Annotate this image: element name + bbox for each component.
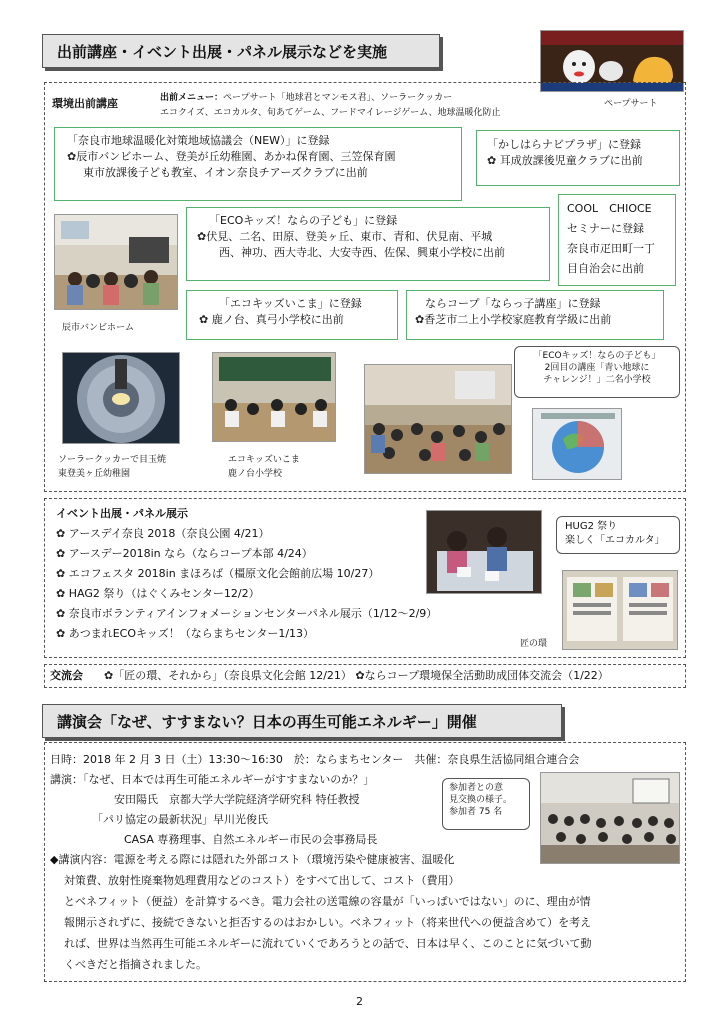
content-line: とベネフィット（便益）を計算するべき。電力会社の送電線の容量が「いっぱいではない」のに、理由が情 bbox=[64, 895, 591, 908]
solar-caption-1: ソーラークッカーで目玉焼 bbox=[58, 455, 167, 465]
exchange-row bbox=[50, 668, 609, 684]
flower-icon: ✿ bbox=[56, 607, 69, 620]
cool-choice-line3: 奈良市疋田町一丁 bbox=[567, 242, 655, 255]
lecture-date: 日時：2018 年 2 月 3 日（土）13:30〜16:30 於：ならまちセンター 共催：奈良県生活協同組合連合会 bbox=[50, 753, 580, 766]
speaker2: 「パリ協定の最新状況」早川光俊氏 bbox=[92, 813, 268, 826]
takumi-panel-photo bbox=[562, 570, 678, 650]
ikoma-classroom-photo bbox=[212, 352, 336, 442]
event-item bbox=[56, 566, 486, 586]
flower-icon: ✿ bbox=[56, 627, 69, 640]
eco-kids-ikoma-title: 「エコキッズいこま」に登録 bbox=[219, 297, 362, 310]
event-item-text: エコフェスタ 2018in まほろば（橿原文化会館前広場 10/27） bbox=[68, 567, 380, 580]
eco-kids-ikoma-line1 bbox=[199, 312, 385, 328]
event-item bbox=[56, 546, 486, 566]
kashihara-line1 bbox=[487, 153, 669, 169]
section2-title bbox=[42, 704, 562, 738]
nara-council-line2: 東市放課後子ども教室、イオン奈良チアーズクラブに出前 bbox=[83, 166, 368, 179]
event-item bbox=[56, 586, 486, 606]
content-line: 報開示されずに、接続できないと拒否するのはおかしい。ベネフィット（将来世代への便益含めて）を考え bbox=[64, 916, 592, 929]
menu-line-2: エコクイズ、エコカルタ、旬あてゲーム、フードマイレージゲーム、地球温暖化防止 bbox=[160, 108, 501, 118]
narakoop-title: ならコープ「ならっ子講座」に登録 bbox=[425, 297, 601, 310]
eco-callout-line2: 2回目の講座「青い地球に bbox=[544, 363, 650, 373]
flower-icon: ✿ bbox=[56, 567, 69, 580]
puppet-photo-caption: ペープサート bbox=[604, 99, 658, 109]
participants-callout bbox=[442, 778, 530, 830]
solar-cooker-photo bbox=[62, 352, 180, 444]
flower-icon: ✿ bbox=[197, 230, 207, 243]
events-heading: イベント出展・パネル展示 bbox=[56, 507, 188, 520]
section2-title-text: 講演会「なぜ、すすまない？日本の再生可能エネルギー」開催 bbox=[57, 712, 477, 731]
event-item-text: あつまれECOキッズ！（ならまちセンター1/13） bbox=[68, 627, 315, 640]
menu-text-1: ペープサート「地球君とマンモス君」、ソーラークッカー bbox=[223, 93, 453, 103]
event-item-text: HAG2 祭り（はぐくみセンター12/2） bbox=[68, 587, 260, 600]
flower-icon: ✿ bbox=[56, 527, 69, 540]
lecture-title-line: 講演：「なぜ、日本では再生可能エネルギーがすすまないのか？」 bbox=[50, 773, 375, 786]
nara-council-title: 「奈良市地球温暖化対策地域協議会（NEW）」に登録 bbox=[67, 134, 330, 147]
exchange-item2: ならコープ環境保全活動助成団体交流会（1/22） bbox=[364, 669, 609, 682]
participants-line1: 参加者との意 bbox=[449, 783, 504, 793]
cool-choice-line4: 目自治会に出前 bbox=[567, 262, 644, 275]
solar-caption-2: 東登美ヶ丘幼稚園 bbox=[58, 469, 131, 479]
flower-icon: ✿ bbox=[487, 154, 500, 167]
nara-council-line1 bbox=[67, 149, 449, 165]
ikoma-caption-1: エコキッズいこま bbox=[228, 455, 300, 465]
content-line: ◆講演内容：電源を考える際には隠れた外部コスト（環境汚染や健康被害、温暖化 bbox=[50, 853, 455, 866]
eco-kids-nara-line1 bbox=[197, 229, 539, 245]
flower-icon: ✿ bbox=[67, 150, 77, 163]
cool-choice-line1: COOL CHIOCE bbox=[567, 202, 652, 215]
eco-callout-line1: 「ECOキッズ！ならの子ども」 bbox=[533, 351, 661, 361]
eco-kids-nara-line2: 西、神功、西大寺北、大安寺西、佐保、興東小学校に出前 bbox=[219, 246, 505, 259]
event-item bbox=[56, 606, 486, 626]
menu-line-1 bbox=[160, 92, 452, 104]
box-eco-kids-nara bbox=[186, 207, 550, 281]
gym-lecture-photo bbox=[364, 364, 512, 474]
nara-council-line1-text: 辰市バンビホーム、登美が丘幼稚園、あかね保育園、三笠保育園 bbox=[76, 150, 396, 163]
content-line: れば、世界は当然再生可能エネルギーに流れていくであろうとの話で、日本は早く、このことに気づいて動 bbox=[64, 937, 592, 950]
earth-poster-photo bbox=[532, 408, 622, 480]
eco-kids-callout bbox=[514, 346, 680, 398]
takumi-caption: 匠の環 bbox=[520, 639, 548, 649]
event-item-text: 奈良市ボランティアインフォメーションセンターパネル展示（1/12〜2/9） bbox=[68, 607, 438, 620]
flower-icon: ✿ bbox=[355, 669, 365, 682]
eco-kids-ikoma-line1-text: 鹿ノ台、真弓小学校に出前 bbox=[211, 313, 344, 326]
ikoma-caption-2: 鹿ノ台小学校 bbox=[228, 469, 283, 479]
eco-kids-nara-line1-text: 伏見、二名、田原、登美ヶ丘、東市、青和、伏見南、平城 bbox=[206, 230, 493, 243]
exchange-item1: 「匠の環、それから」（奈良県文化会館 12/21） bbox=[113, 669, 352, 682]
hug2-callout-line1: HUG2 祭り bbox=[565, 521, 618, 532]
hug2-callout bbox=[556, 516, 680, 554]
narakoop-line1-text: 香芝市二上小学校家庭教育学級に出前 bbox=[424, 313, 612, 326]
lecture-content bbox=[50, 852, 682, 978]
flower-icon: ✿ bbox=[199, 313, 212, 326]
flower-icon: ✿ bbox=[415, 313, 425, 326]
event-item-text: アースデイ奈良 2018（奈良公園 4/21） bbox=[68, 527, 270, 540]
eco-kids-nara-title: 「ECOキッズ！ならの子ども」に登録 bbox=[209, 214, 398, 227]
menu-label: 出前メニュー： bbox=[160, 93, 224, 103]
content-line: くべきだと指摘されました。 bbox=[64, 958, 207, 971]
section1-title bbox=[42, 34, 440, 68]
box-nara-council bbox=[54, 127, 462, 201]
env-lecture-heading: 環境出前講座 bbox=[52, 97, 118, 110]
hug2-festival-photo bbox=[426, 510, 542, 594]
events-list bbox=[56, 526, 486, 646]
kashihara-title: 「かしはらナビプラザ」に登録 bbox=[487, 138, 641, 151]
section1-title-text: 出前講座・イベント出展・パネル展示などを実施 bbox=[57, 42, 388, 61]
exchange-heading: 交流会 bbox=[50, 669, 83, 682]
kashihara-line1-text: 耳成放課後児童クラブに出前 bbox=[499, 154, 643, 167]
flower-icon: ✿ bbox=[56, 547, 69, 560]
cool-choice-line2: セミナーに登録 bbox=[567, 222, 644, 235]
bambi-home-photo bbox=[54, 214, 178, 310]
box-eco-kids-ikoma bbox=[186, 290, 398, 340]
participants-line2: 見交換の様子。 bbox=[449, 795, 513, 805]
speaker2-role: CASA 専務理事、自然エネルギー市民の会事務局長 bbox=[124, 833, 378, 846]
participants-line3: 参加者 75 名 bbox=[449, 807, 503, 817]
event-item bbox=[56, 526, 486, 546]
lecture-hall-photo bbox=[540, 772, 680, 864]
narakoop-line1 bbox=[415, 312, 655, 328]
flower-icon: ✿ bbox=[56, 587, 69, 600]
content-line: 対策費、放射性廃棄物処理費用などのコスト）をすべて出して、コスト（費用） bbox=[64, 874, 460, 887]
event-item bbox=[56, 626, 486, 646]
bambi-caption: 辰市バンビホーム bbox=[62, 323, 135, 333]
hug2-callout-line2: 楽しく「エコカルタ」 bbox=[565, 535, 665, 546]
flower-icon: ✿ bbox=[104, 669, 114, 682]
speaker1: 安田陽氏 京都大学大学院経済学研究科 特任教授 bbox=[114, 793, 360, 806]
eco-callout-line3: チャレンジ！」二名小学校 bbox=[543, 375, 651, 385]
box-cool-choice bbox=[558, 194, 676, 286]
event-item-text: アースデー2018in なら（ならコープ本部 4/24） bbox=[68, 547, 313, 560]
box-narakoop bbox=[406, 290, 664, 340]
page-number: 2 bbox=[356, 995, 363, 1008]
box-kashihara bbox=[476, 130, 680, 186]
